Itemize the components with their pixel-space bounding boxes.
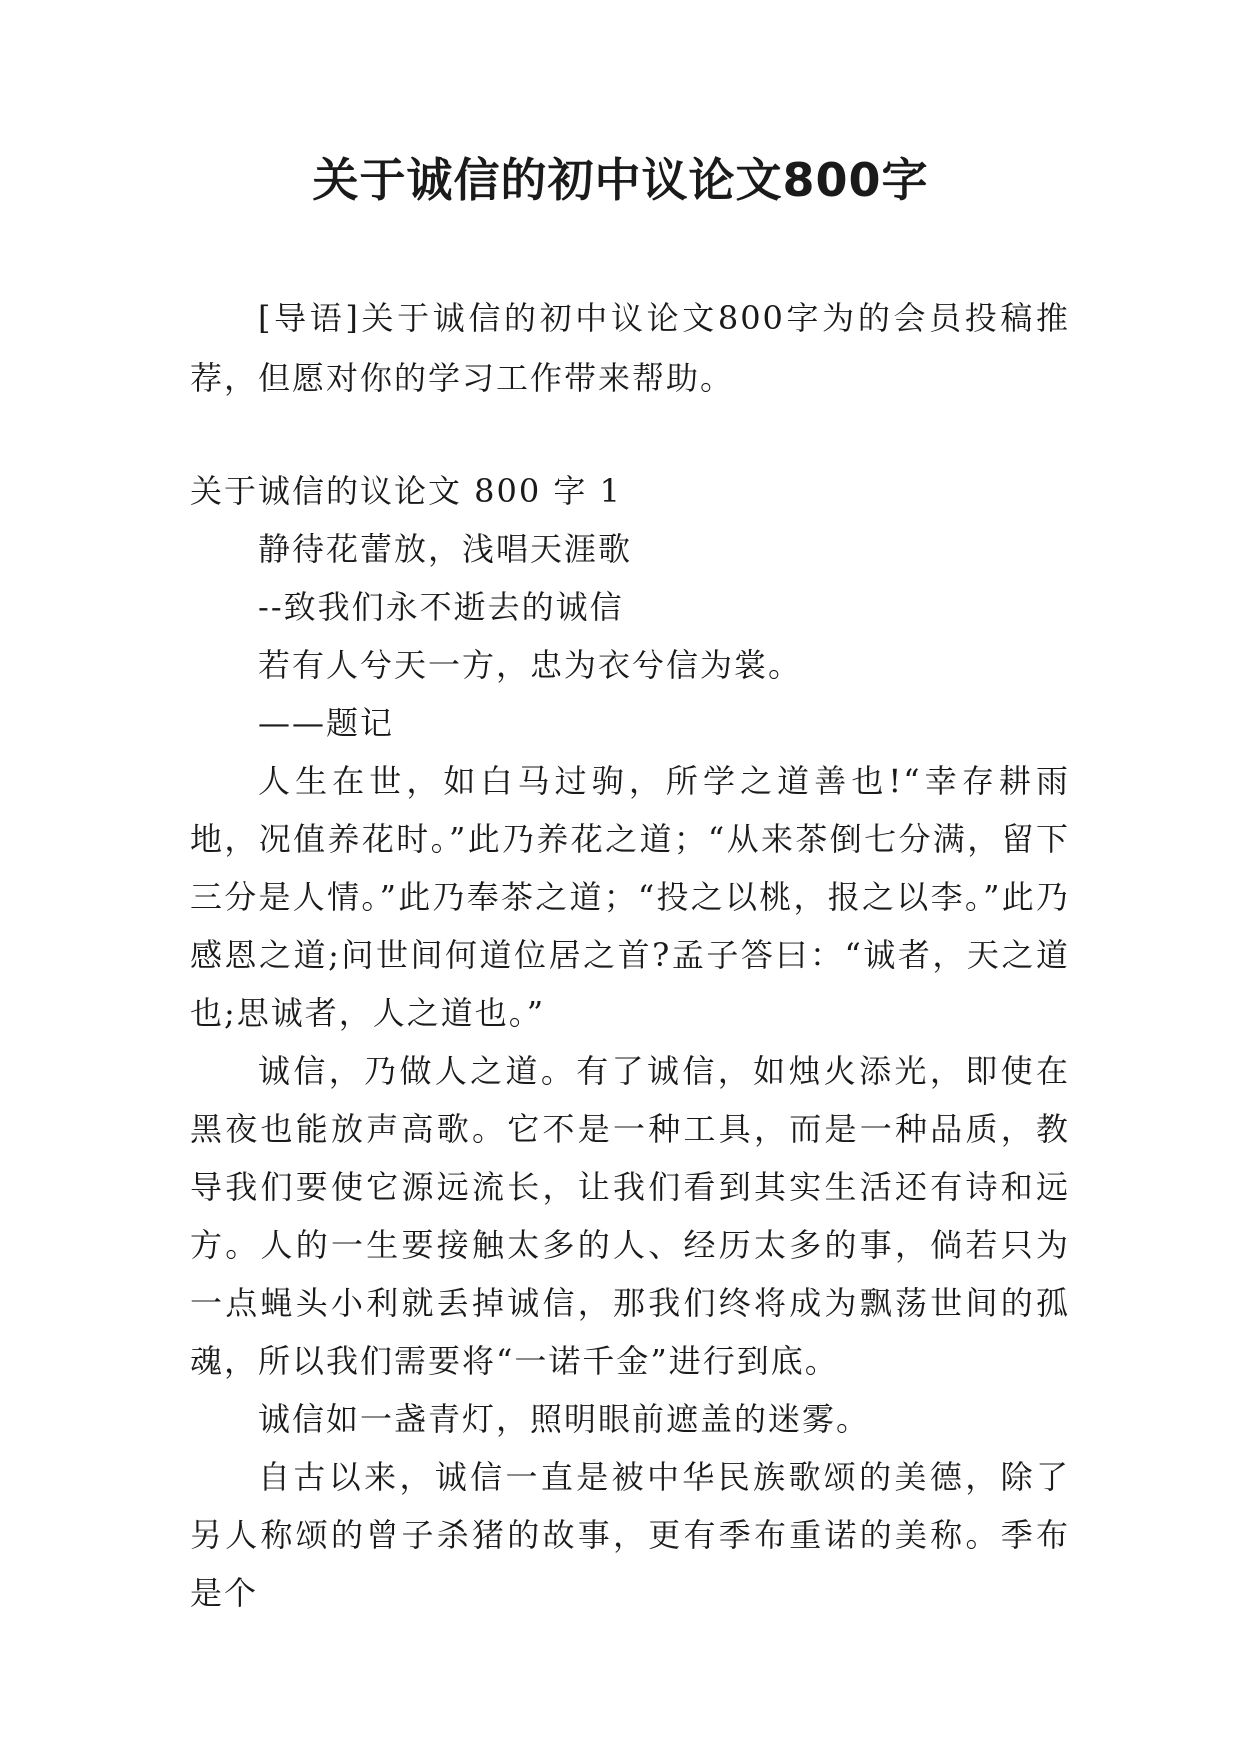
section-heading: 关于诚信的议论文 800 字 1 — [190, 472, 622, 510]
body-paragraph: 诚信，乃做人之道。有了诚信，如烛火添光，即使在黑夜也能放声高歌。它不是一种工具，而是一种品质，教导我们要使它源远流长，让我们看到其实生活还有诗和远方。人的一生要接触太多的人、经历太多的事，倘若只为一点蝇头小利就丢掉诚信，那我们终将成为飘荡世间的孤魂，所以我们需要将“一诺千金”进行到底。 — [190, 1052, 1070, 1380]
article-body — [190, 462, 1070, 1622]
body-paragraph: 诚信如一盏青灯，照明眼前遮盖的迷雾。 — [258, 1400, 871, 1438]
intro-paragraph: [导语]关于诚信的初中议论文800字为的会员投稿推荐，但愿对你的学习工作带来帮助。 — [190, 299, 1070, 397]
subtitle-line: --致我们永不逝去的诚信 — [258, 588, 624, 626]
document-title: 关于诚信的初中议论文800字 — [312, 153, 929, 207]
epigraph-attribution: ——题记 — [258, 704, 395, 742]
epigraph-line: 若有人兮天一方，忠为衣兮信为裳。 — [258, 646, 803, 684]
intro-block — [190, 288, 1070, 408]
poem-title-line: 静待花蕾放，浅唱天涯歌 — [258, 530, 633, 568]
body-paragraph: 人生在世，如白马过驹，所学之道善也!“幸存耕雨地，况值养花时。”此乃养花之道；“从来茶倒七分满，留下三分是人情。”此乃奉茶之道；“投之以桃，报之以李。”此乃感恩之道;问世间何道位居之首?孟子答曰：“诚者，天之道也;思诚者，人之道也。” — [190, 762, 1070, 1032]
body-paragraph: 自古以来，诚信一直是被中华民族歌颂的美德，除了另人称颂的曾子杀猪的故事，更有季布重诺的美称。季布是个 — [190, 1458, 1070, 1612]
